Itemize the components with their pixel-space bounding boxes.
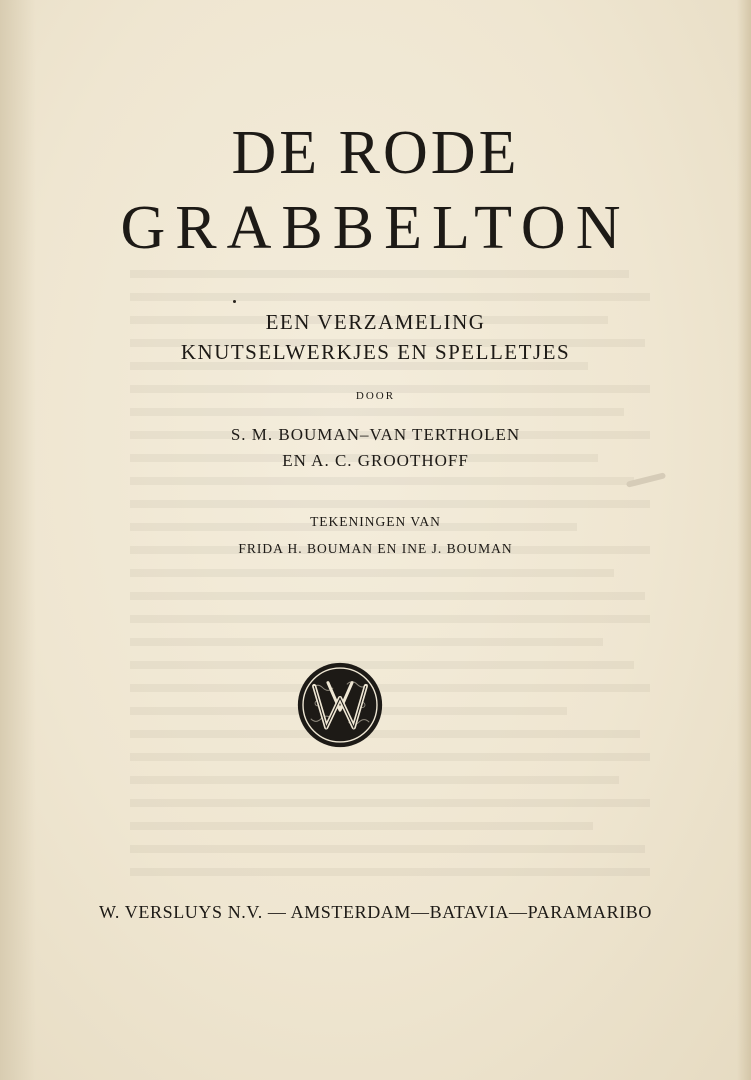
illustrators: FRIDA H. BOUMAN EN INE J. BOUMAN (238, 541, 513, 556)
title-line-1: DE RODE (231, 119, 520, 187)
publisher-monogram-icon (297, 662, 383, 748)
authors-line-2: EN A. C. GROOTHOFF (282, 451, 469, 470)
subtitle-line-2: KNUTSELWERKJES EN SPELLETJES (180, 340, 571, 364)
authors-line-1: S. M. BOUMAN–VAN TERTHOLEN (230, 425, 521, 444)
by-label: DOOR (355, 390, 396, 402)
subtitle-line-1: EEN VERZAMELING (265, 310, 486, 334)
title-line-2: GRABBELTON (120, 194, 631, 262)
ink-dot (233, 300, 236, 303)
bleed-through-text (130, 270, 650, 910)
publisher-imprint: W. VERSLUYS N.V. — AMSTERDAM—BATAVIA—PARAMARIBO (98, 902, 653, 922)
drawings-label: TEKENINGEN VAN (310, 514, 441, 529)
